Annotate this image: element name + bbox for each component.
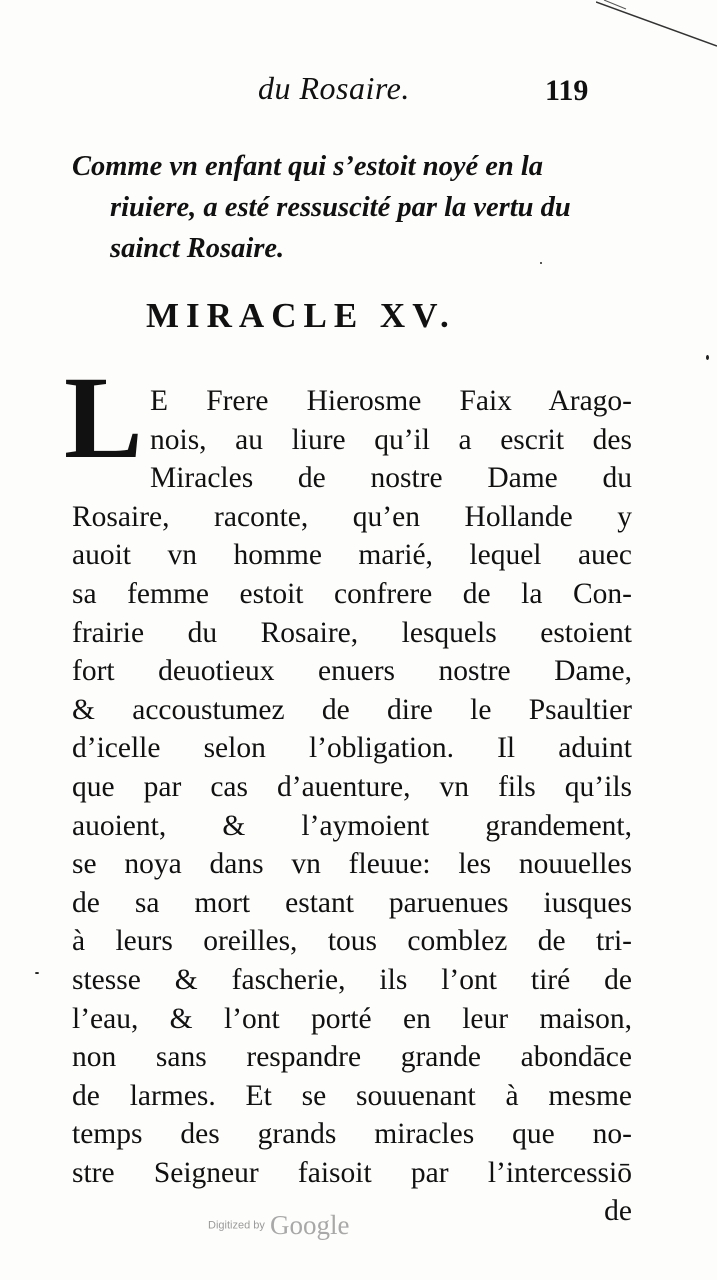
- digitized-label: Digitized by: [208, 1219, 265, 1232]
- body-line: à leurs oreilles, tous comblez de tri-: [72, 925, 632, 958]
- ink-speck: [35, 972, 39, 974]
- ink-speck: [540, 262, 542, 264]
- body-line: fort deuotieux enuers nostre Dame,: [72, 655, 632, 688]
- body-line: Rosaire, raconte, qu’en Hollande y: [72, 500, 632, 533]
- body-line: Miracles de nostre Dame du: [150, 462, 632, 495]
- running-title: du Rosaire.: [258, 70, 410, 106]
- body-line: E Frere Hierosme Faix Arago-: [150, 385, 632, 417]
- body-line: auoit vn homme marié, lequel auec: [72, 539, 632, 572]
- summary-line: riuiere, a esté ressuscité par la vertu du: [110, 192, 571, 223]
- body-line: frairie du Rosaire, lesquels estoient: [72, 616, 632, 649]
- summary-line: sainct Rosaire.: [110, 233, 285, 264]
- body-line: & accoustumez de dire le Psaultier: [72, 693, 632, 726]
- body-line: temps des grands miracles que no-: [72, 1118, 632, 1151]
- chapter-summary: [72, 146, 632, 269]
- miracle-heading: MIRACLE XV.: [146, 296, 456, 335]
- body-text: [72, 382, 632, 1231]
- corner-scan-mark: [596, 0, 717, 48]
- catchword: de: [604, 1195, 632, 1228]
- digitized-footer: [208, 1210, 349, 1241]
- body-line: nois, au liure qu’il a escrit des: [150, 423, 632, 456]
- drop-cap-letter: L: [64, 352, 143, 483]
- body-line: stesse & fascherie, ils l’ont tiré de: [72, 963, 632, 996]
- body-line: que par cas d’auenture, vn fils qu’ils: [72, 770, 632, 803]
- body-line: auoient, & l’aymoient grandement,: [72, 809, 632, 842]
- body-line: de sa mort estant paruenues iusques: [72, 886, 632, 919]
- body-line: stre Seigneur faisoit par l’intercessiō: [72, 1156, 632, 1189]
- page-number: 119: [545, 74, 589, 107]
- body-line: se noya dans vn fleuue: les nouuelles: [72, 848, 632, 881]
- summary-line: Comme vn enfant qui s’estoit noyé en la: [72, 151, 544, 182]
- body-line: non sans respandre grande abondāce: [72, 1041, 632, 1074]
- google-logo: Google: [269, 1210, 350, 1240]
- body-line: l’eau, & l’ont porté en leur maison,: [72, 1002, 632, 1035]
- body-line: sa femme estoit confrere de la Con-: [72, 577, 632, 610]
- body-line: de larmes. Et se souuenant à mesme: [72, 1079, 632, 1112]
- ink-speck: [706, 355, 709, 360]
- body-line: d’icelle selon l’obligation. Il aduint: [72, 732, 632, 765]
